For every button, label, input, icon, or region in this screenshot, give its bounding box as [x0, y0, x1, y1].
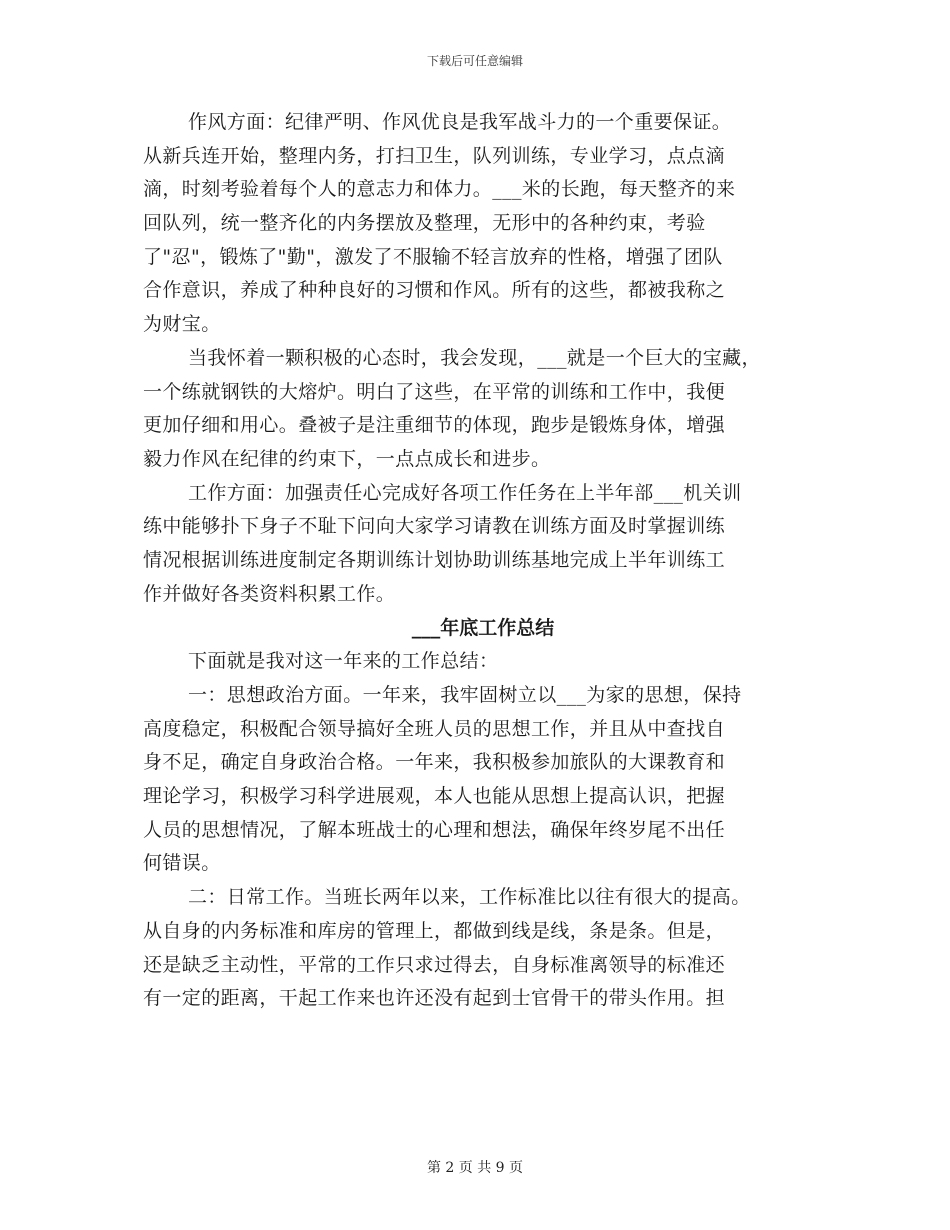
- paragraph-line: 何错误。: [143, 852, 221, 875]
- paragraph-line: 理论学习，积极学习科学进展观，本人也能从思想上提高认识，把握: [143, 785, 726, 808]
- paragraph-line: 练中能够扑下身子不耻下问向大家学习请教在训练方面及时掌握训练: [143, 515, 726, 538]
- paragraph-line: 下面就是我对这一年来的工作总结：: [188, 650, 499, 673]
- paragraph-line: 二：日常工作。当班长两年以来，工作标准比以往有很大的提高。: [188, 886, 751, 909]
- paragraph-line: 毅力作风在纪律的约束下，一点点成长和进步。: [143, 447, 551, 470]
- paragraph-line: 更加仔细和用心。叠被子是注重细节的体现，跑步是锻炼身体，增强: [143, 414, 726, 437]
- paragraph-line: 作并做好各类资料积累工作。: [143, 582, 396, 605]
- paragraph-line: 从自身的内务标准和库房的管理上，都做到线是线，条是条。但是，: [143, 919, 726, 942]
- paragraph-line: 一：思想政治方面。一年来，我牢固树立以___为家的思想，保持: [188, 684, 742, 706]
- page-number: 第 2 页 共 9 页: [426, 1160, 524, 1176]
- paragraph-line: 为财宝。: [143, 313, 221, 336]
- paragraph-line: 情况根据训练进度制定各期训练计划协助训练基地完成上半年训练工: [143, 548, 726, 571]
- paragraph-line: 人员的思想情况，了解本班战士的心理和想法，确保年终岁尾不出任: [143, 818, 726, 841]
- paragraph-line: 一个练就钢铁的大熔炉。明白了这些，在平常的训练和工作中，我便: [143, 380, 726, 403]
- paragraph-line: 高度稳定，积极配合领导搞好全班人员的思想工作，并且从中查找自: [143, 717, 726, 740]
- header-note: 下载后可任意编辑: [426, 54, 523, 68]
- paragraph-line: 从新兵连开始，整理内务，打扫卫生，队列训练，专业学习，点点滴: [143, 144, 726, 167]
- paragraph-line: 合作意识，养成了种种良好的习惯和作风。所有的这些，都被我称之: [143, 279, 726, 302]
- paragraph-line: 还是缺乏主动性，平常的工作只求过得去，自身标准离领导的标准还: [143, 953, 726, 976]
- section-title: ___年底工作总结: [411, 617, 555, 640]
- paragraph-line: 身不足，确定自身政治合格。一年来，我积极参加旅队的大课教育和: [143, 751, 726, 774]
- paragraph-line: 作风方面：纪律严明、作风优良是我军战斗力的一个重要保证。: [188, 111, 732, 133]
- paragraph-line: 回队列，统一整齐化的内务摆放及整理，无形中的各种约束，考验: [143, 212, 706, 235]
- paragraph-line: 工作方面：加强责任心完成好各项工作任务在上半年部___机关训: [188, 481, 742, 504]
- paragraph-line: 有一定的距离，干起工作来也许还没有起到士官骨干的带头作用。担: [143, 987, 726, 1010]
- paragraph-line: 了"忍"，锻炼了"勤"，激发了不服输不轻言放弃的性格，增强了团队: [143, 245, 723, 268]
- paragraph-line: 滴，时刻考验着每个人的意志力和体力。___米的长跑，每天整齐的来: [143, 178, 736, 201]
- document-body: [143, 106, 823, 1016]
- paragraph-line: 当我怀着一颗积极的心态时，我会发现，___就是一个巨大的宝藏，: [188, 346, 761, 369]
